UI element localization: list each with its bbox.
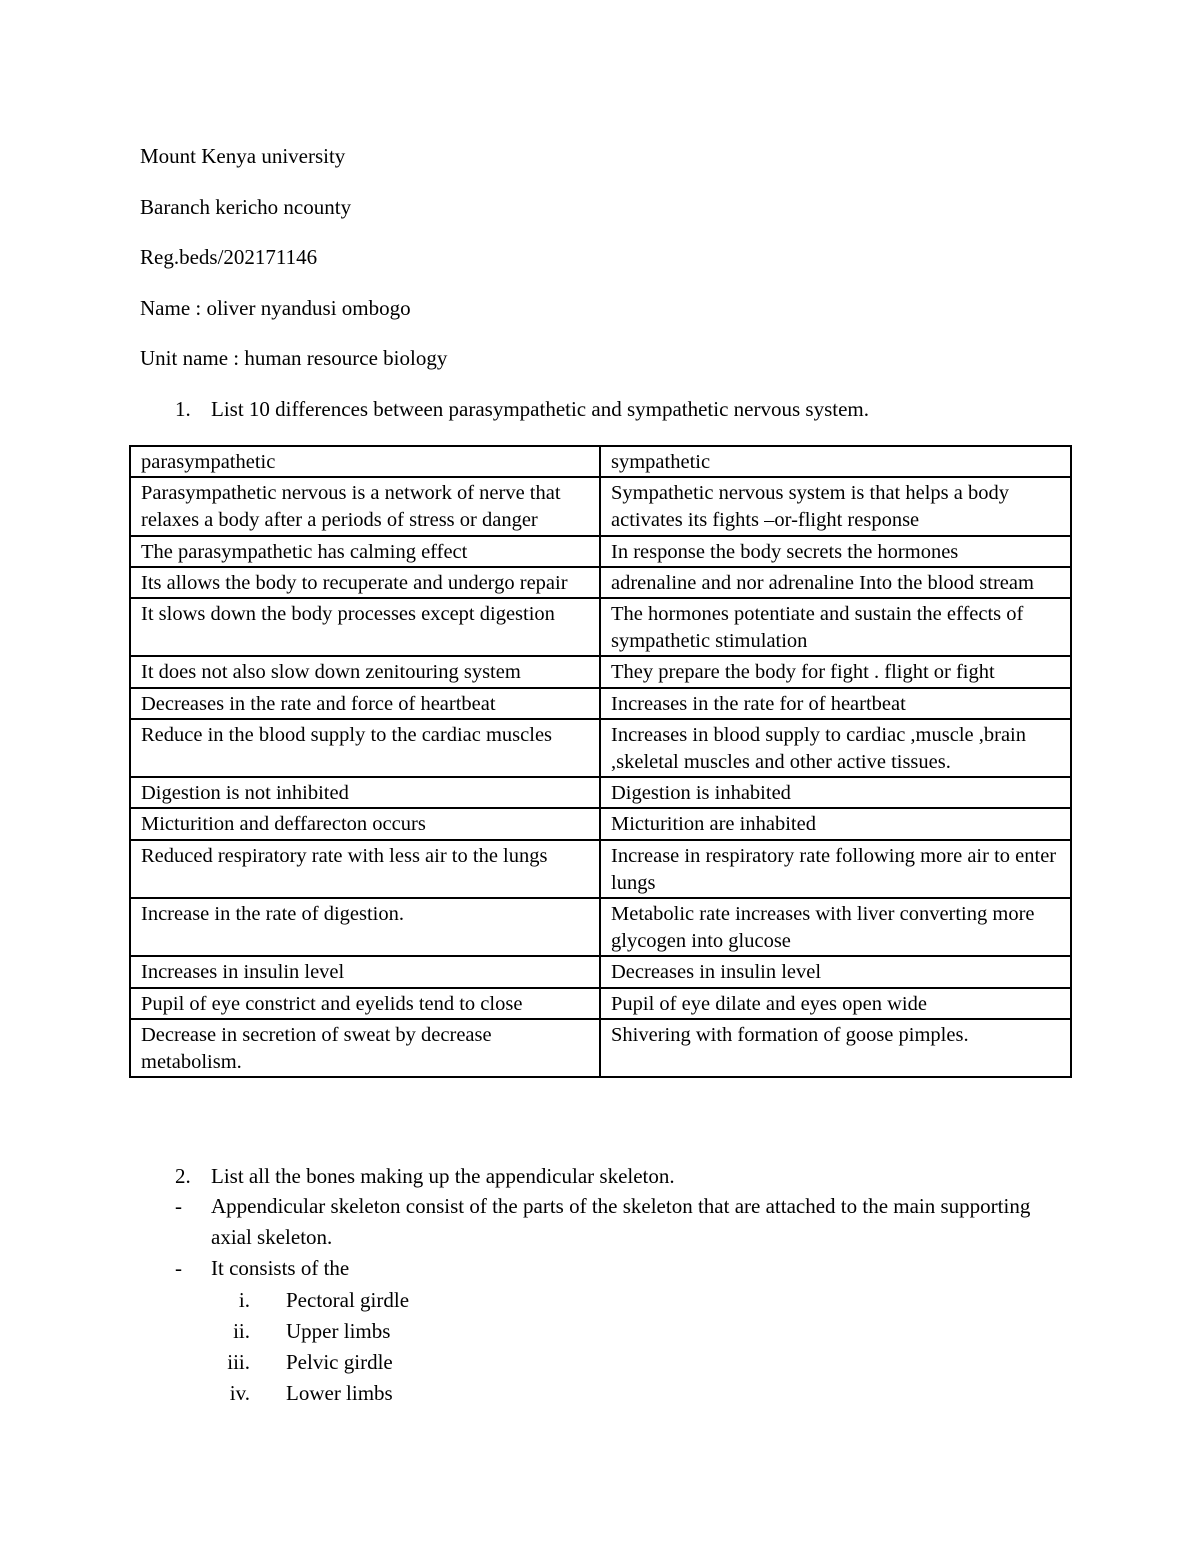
question-number: 2. bbox=[175, 1164, 191, 1188]
parasympathetic-cell: Increases in insulin level bbox=[130, 956, 600, 987]
table-row bbox=[130, 840, 1071, 898]
roman-numeral: iii. bbox=[227, 1350, 250, 1374]
dash-text: Appendicular skeleton consist of the parts of the skeleton that are attached to the main supporting axial skeleton. bbox=[211, 1194, 1031, 1249]
comparison-table bbox=[129, 445, 1072, 1078]
bone-name: Pelvic girdle bbox=[286, 1350, 393, 1374]
sympathetic-cell: Pupil of eye dilate and eyes open wide bbox=[600, 988, 1071, 1019]
parasympathetic-cell: Decreases in the rate and force of heartbeat bbox=[130, 688, 600, 719]
question-number: 1. bbox=[175, 397, 191, 421]
parasympathetic-cell: Its allows the body to recuperate and undergo repair bbox=[130, 567, 600, 598]
parasympathetic-cell: Reduced respiratory rate with less air to the lungs bbox=[130, 840, 600, 898]
sympathetic-cell: Metabolic rate increases with liver converting more glycogen into glucose bbox=[600, 898, 1071, 956]
bone-name: Upper limbs bbox=[286, 1319, 391, 1343]
table-row bbox=[130, 567, 1071, 598]
sympathetic-cell: They prepare the body for fight . flight or fight bbox=[600, 656, 1071, 687]
sympathetic-cell: Increases in blood supply to cardiac ,muscle ,brain ,skeletal muscles and other active tissues. bbox=[600, 719, 1071, 777]
question-text: List all the bones making up the appendicular skeleton. bbox=[211, 1164, 675, 1188]
unit-name-line: Unit name : human resource biology bbox=[140, 346, 448, 370]
dash-marker: - bbox=[175, 1256, 182, 1280]
parasympathetic-cell: Reduce in the blood supply to the cardiac muscles bbox=[130, 719, 600, 777]
registration-line: Reg.beds/202171146 bbox=[140, 245, 318, 269]
question-text: List 10 differences between parasympathetic and sympathetic nervous system. bbox=[211, 397, 869, 421]
table-row bbox=[130, 777, 1071, 808]
university-line: Mount Kenya university bbox=[140, 144, 346, 168]
roman-numeral: ii. bbox=[233, 1319, 250, 1343]
table-row bbox=[130, 688, 1071, 719]
table-row bbox=[130, 656, 1071, 687]
parasympathetic-cell: It does not also slow down zenitouring system bbox=[130, 656, 600, 687]
dash-text: It consists of the bbox=[211, 1256, 350, 1280]
parasympathetic-cell: Increase in the rate of digestion. bbox=[130, 898, 600, 956]
parasympathetic-cell: The parasympathetic has calming effect bbox=[130, 536, 600, 567]
table-row bbox=[130, 719, 1071, 777]
table-row bbox=[130, 598, 1071, 656]
bone-name: Lower limbs bbox=[286, 1381, 393, 1405]
sympathetic-cell: Increase in respiratory rate following more air to enter lungs bbox=[600, 840, 1071, 898]
branch-line: Baranch kericho ncounty bbox=[140, 195, 352, 219]
sympathetic-cell: Sympathetic nervous system is that helps a body activates its fights –or-flight response bbox=[600, 477, 1071, 535]
sympathetic-cell: The hormones potentiate and sustain the effects of sympathetic stimulation bbox=[600, 598, 1071, 656]
parasympathetic-cell: Digestion is not inhibited bbox=[130, 777, 600, 808]
table-row bbox=[130, 536, 1071, 567]
sympathetic-cell: Increases in the rate for of heartbeat bbox=[600, 688, 1071, 719]
student-name-line: Name : oliver nyandusi ombogo bbox=[140, 296, 411, 320]
table-row bbox=[130, 988, 1071, 1019]
table-row bbox=[130, 898, 1071, 956]
bone-name: Pectoral girdle bbox=[286, 1288, 410, 1312]
table-row bbox=[130, 1019, 1071, 1077]
dash-marker: - bbox=[175, 1194, 182, 1218]
sympathetic-cell: sympathetic bbox=[600, 446, 1071, 477]
parasympathetic-cell: Micturition and deffarecton occurs bbox=[130, 808, 600, 839]
roman-numeral: i. bbox=[238, 1288, 250, 1312]
sympathetic-cell: Digestion is inhabited bbox=[600, 777, 1071, 808]
table-row bbox=[130, 477, 1071, 535]
table-row bbox=[130, 956, 1071, 987]
table-row bbox=[130, 808, 1071, 839]
sympathetic-cell: Shivering with formation of goose pimples. bbox=[600, 1019, 1071, 1077]
sympathetic-cell: adrenaline and nor adrenaline Into the blood stream bbox=[600, 567, 1071, 598]
parasympathetic-cell: parasympathetic bbox=[130, 446, 600, 477]
roman-numeral: iv. bbox=[229, 1381, 250, 1405]
sympathetic-cell: Micturition are inhabited bbox=[600, 808, 1071, 839]
sympathetic-cell: In response the body secrets the hormones bbox=[600, 536, 1071, 567]
parasympathetic-cell: Parasympathetic nervous is a network of nerve that relaxes a body after a periods of stress or danger bbox=[130, 477, 600, 535]
parasympathetic-cell: It slows down the body processes except digestion bbox=[130, 598, 600, 656]
parasympathetic-cell: Pupil of eye constrict and eyelids tend to close bbox=[130, 988, 600, 1019]
table-header-row bbox=[130, 446, 1071, 477]
sympathetic-cell: Decreases in insulin level bbox=[600, 956, 1071, 987]
parasympathetic-cell: Decrease in secretion of sweat by decrease metabolism. bbox=[130, 1019, 600, 1077]
